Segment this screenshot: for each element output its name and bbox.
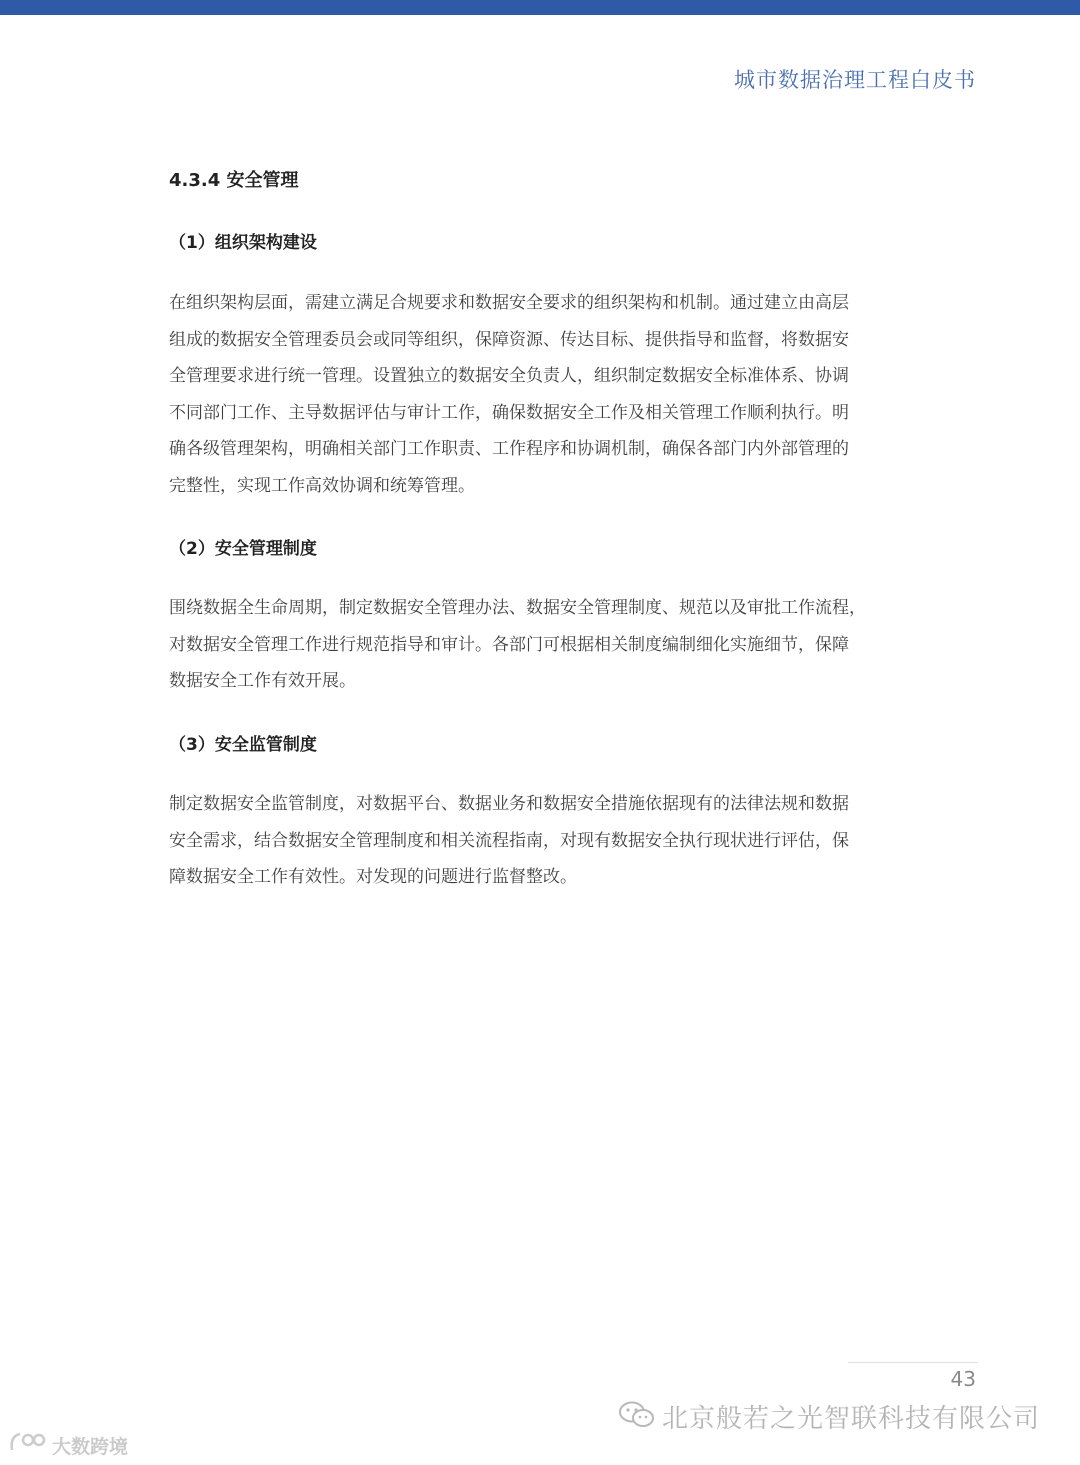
paragraph-line: 障数据安全工作有效性。对发现的问题进行监督整改。: [169, 867, 577, 887]
footer-divider: [848, 1362, 978, 1363]
paragraph-line: 数据安全工作有效开展。: [169, 671, 356, 691]
watermark-brand-text: 大数跨境: [52, 1435, 129, 1458]
subsection-heading-2: （2）安全管理制度: [169, 539, 317, 559]
section-title: 4.3.4 安全管理: [169, 170, 299, 191]
paragraph-line: 不同部门工作、主导数据评估与审计工作，确保数据安全工作及相关管理工作顺利执行。明: [169, 402, 849, 423]
page-number: 43: [950, 1367, 976, 1391]
paragraph-line: 安全需求，结合数据安全管理制度和相关流程指南，对现有数据安全执行现状进行评估，保: [169, 830, 849, 851]
logo-icon: [8, 1430, 48, 1460]
paragraph-line: 全管理要求进行统一管理。设置独立的数据安全负责人，组织制定数据安全标准体系、协调: [169, 366, 849, 386]
paragraph-line: 对数据安全管理工作进行规范指导和审计。各部门可根据相关制度编制细化实施细节，保障: [169, 634, 849, 655]
paragraph-line: 在组织架构层面，需建立满足合规要求和数据安全要求的组织架构和机制。通过建立由高层: [169, 293, 849, 313]
document-running-title: 城市数据治理工程白皮书: [734, 68, 976, 92]
subsection-heading-3: （3）安全监管制度: [169, 735, 317, 755]
paragraph-line: 确各级管理架构，明确相关部门工作职责、工作程序和协调机制，确保各部门内外部管理的: [169, 439, 849, 459]
watermark-company-text: 北京般若之光智联科技有限公司: [662, 1404, 1041, 1434]
subsection-paragraph-3: [169, 786, 911, 896]
paragraph-line: 完整性，实现工作高效协调和统筹管理。: [169, 475, 475, 496]
paragraph-line: 组成的数据安全管理委员会或同等组织，保障资源、传达目标、提供指导和监督，将数据安: [169, 329, 849, 350]
top-accent-bar: [0, 0, 1080, 15]
paragraph-line: 制定数据安全监管制度，对数据平台、数据业务和数据安全措施依据现有的法律法规和数据: [169, 794, 849, 814]
subsection-heading-1: （1）组织架构建设: [169, 233, 317, 253]
subsection-paragraph-2: [169, 590, 911, 700]
paragraph-line: 围绕数据全生命周期，制定数据安全管理办法、数据安全管理制度、规范以及审批工作流程，: [169, 598, 866, 618]
watermark-brand: [8, 1430, 128, 1460]
subsection-paragraph-1: [169, 285, 911, 504]
wechat-icon: [618, 1400, 656, 1434]
watermark-company: [618, 1398, 1040, 1435]
